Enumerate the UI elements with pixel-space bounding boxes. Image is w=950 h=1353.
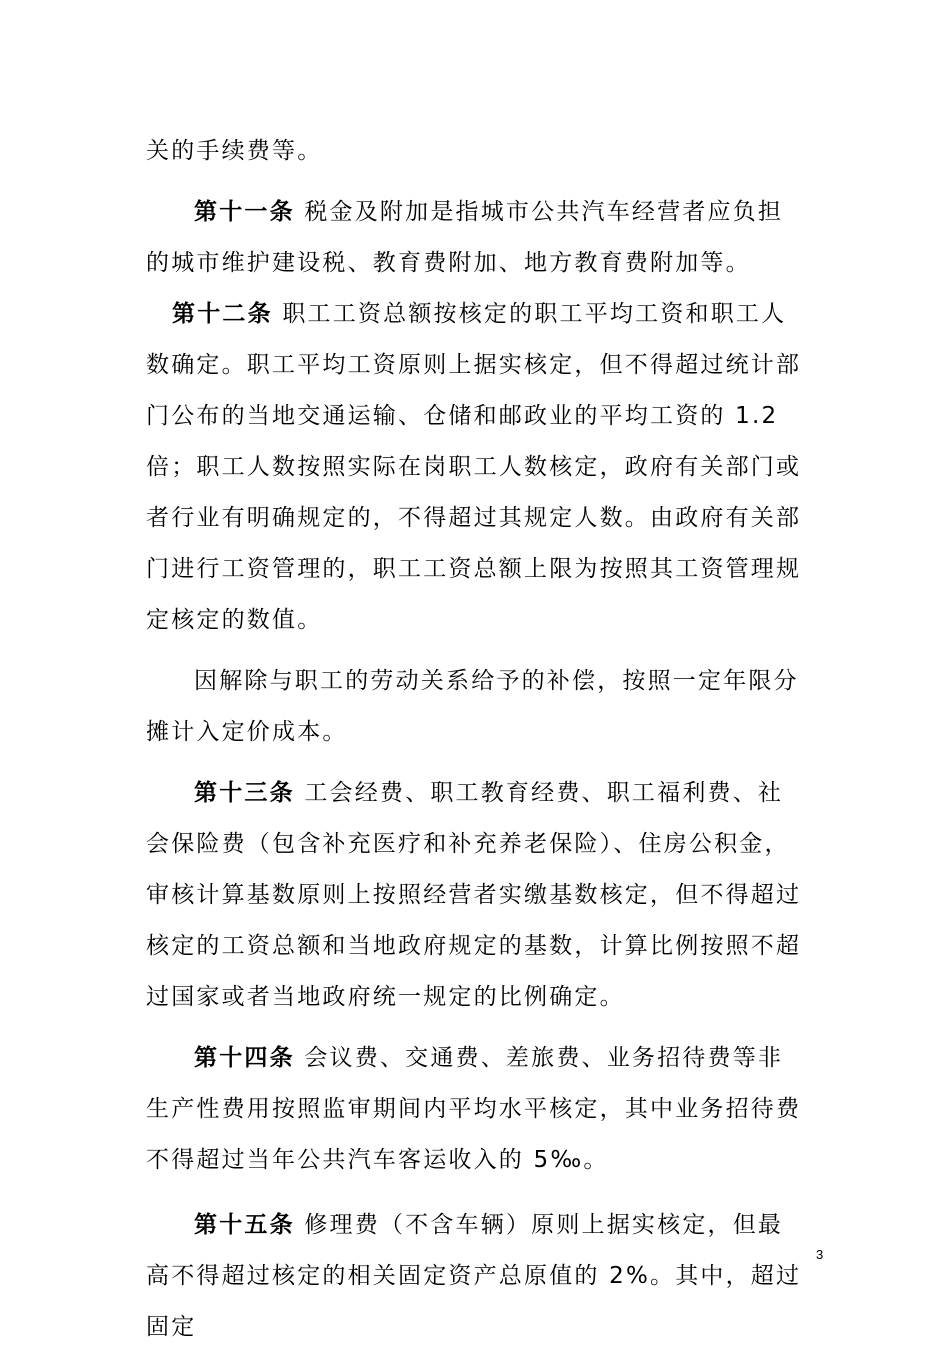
paragraph-text: 修理费（不含车辆）原则上据实核定，但最高不得超过核定的相关固定资产总原值的 2%。其中，超过固定 bbox=[146, 1212, 802, 1340]
article-label: 第十四条 bbox=[194, 1045, 295, 1071]
article-label: 第十五条 bbox=[194, 1212, 295, 1238]
paragraph-text: 税金及附加是指城市公共汽车经营者应负担的城市维护建设税、教育费附加、地方教育费附加等。 bbox=[146, 199, 784, 276]
article-label: 第十二条 bbox=[172, 301, 273, 327]
paragraph-text: 因解除与职工的劳动关系给予的补偿，按照一定年限分摊计入定价成本。 bbox=[146, 668, 799, 745]
article-14 bbox=[146, 1033, 806, 1186]
paragraph-text: 工会经费、职工教育经费、职工福利费、社会保险费（包含补充医疗和补充养老保险）、住房公积金，审核计算基数原则上按照经营者实缴基数核定，但不得超过核定的工资总额和当地政府规定的基数，计算比例按照不超过国家或者当地政府统一规定的比例确定。 bbox=[146, 780, 802, 1010]
article-11 bbox=[146, 187, 806, 289]
article-label: 第十三条 bbox=[194, 780, 295, 806]
paragraph-text: 会议费、交通费、差旅费、业务招待费等非生产性费用按照监审期间内平均水平核定，其中业务招待费不得超过当年公共汽车客运收入的 5‰。 bbox=[146, 1045, 802, 1173]
article-15 bbox=[146, 1200, 806, 1353]
paragraph-compensation bbox=[146, 656, 806, 758]
article-label: 第十一条 bbox=[194, 199, 295, 225]
body-text bbox=[146, 126, 806, 1353]
paragraph-text: 职工工资总额按核定的职工平均工资和职工人数确定。职工平均工资原则上据实核定，但不得超过统计部门公布的当地交通运输、仓储和邮政业的平均工资的 1.2 倍；职工人数按照实际在岗职工人数核定，政府有关部门或者行业有明确规定的，不得超过其规定人数。由政府有关部门进行工资管理的，职工工资总额上限为按照其工资管理规定核定的数值。 bbox=[146, 301, 802, 633]
article-13 bbox=[146, 768, 806, 1023]
page-number: 3 bbox=[816, 1247, 824, 1262]
paragraph-continuation bbox=[146, 126, 806, 177]
article-12 bbox=[146, 289, 806, 646]
paragraph-text: 关的手续费等。 bbox=[146, 138, 323, 164]
